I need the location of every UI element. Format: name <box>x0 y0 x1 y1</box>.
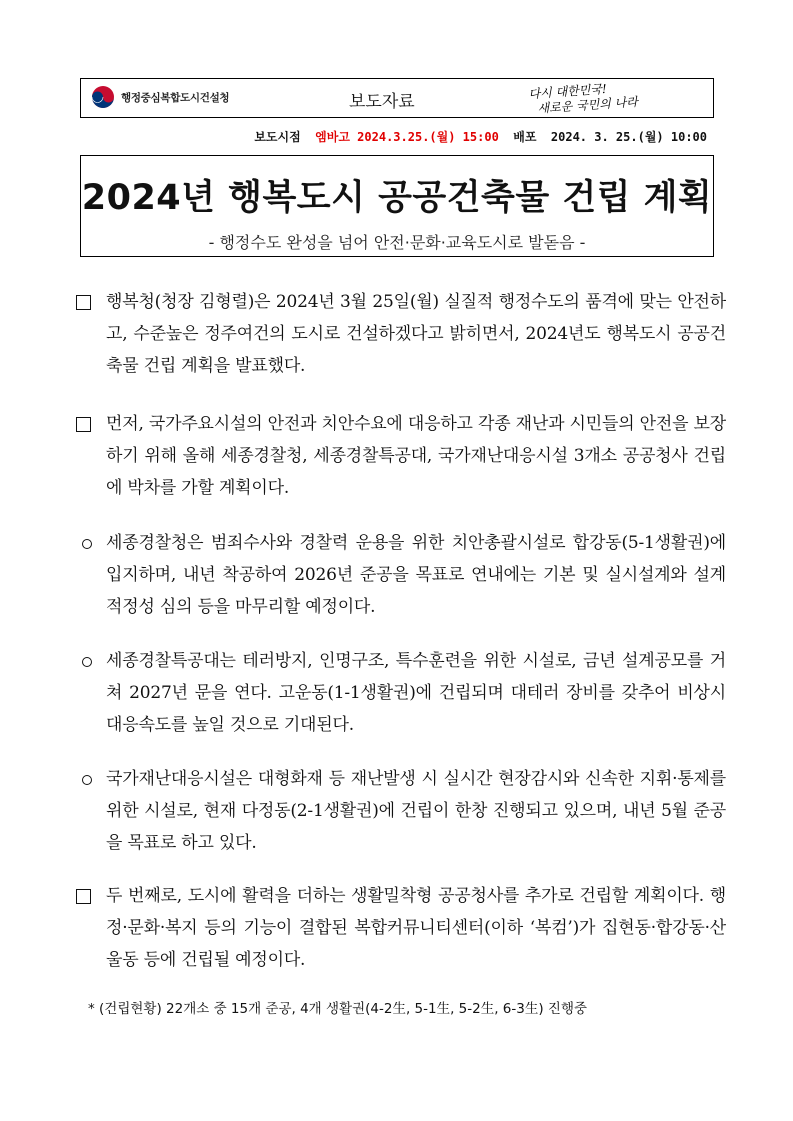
embargo-time: 엠바고 2024.3.25.(월) 15:00 <box>315 130 499 144</box>
paragraph-text: 두 번째로, 도시에 활력을 더하는 생활밀착형 공공청사를 추가로 건립할 계획이다. 행정·문화·복지 등의 기능이 결합된 복합커뮤니티센터(이하 ‘복컴’)가 집현동·합강동·산울동 등에 건립될 예정이다. <box>106 886 726 970</box>
paragraph-text: 세종경찰특공대는 테러방지, 인명구조, 특수훈련을 위한 시설로, 금년 설계공모를 거쳐 2027년 문을 연다. 고운동(1-1생활권)에 건립되며 대테러 장비를 갖추어 비상시 대응속도를 높일 것으로 기대된다. <box>106 651 726 735</box>
paragraph-3 <box>76 527 726 623</box>
page-subtitle: - 행정수도 완성을 넘어 안전·문화·교육도시로 발돋음 - <box>208 233 586 252</box>
slogan-line-2: 새로운 국민의 나라 <box>537 94 639 116</box>
distribution-label: 배포 <box>513 130 537 144</box>
paragraph-text: 먼저, 국가주요시설의 안전과 치안수요에 대응하고 각종 재난과 시민들의 안전을 보장하기 위해 올해 세종경찰청, 세종경찰특공대, 국가재난대응시설 3개소 공공청사 건립에 박차를 가할 계획이다. <box>106 414 726 498</box>
paragraph-1 <box>76 286 726 382</box>
header-box <box>80 78 714 118</box>
paragraph-5 <box>76 763 726 859</box>
footnote: * (건립현황) 22개소 중 15개 준공, 4개 생활권(4-2生, 5-1生, 5-2生, 6-3生) 진행중 <box>88 1001 588 1017</box>
paragraph-text: 세종경찰청은 범죄수사와 경찰력 운용을 위한 치안총괄시설로 합강동(5-1생활권)에 입지하며, 내년 착공하여 2026년 준공을 목표로 연내에는 기본 및 실시설계와 설계 적정성 심의 등을 마무리할 예정이다. <box>106 533 726 617</box>
circle-bullet-icon <box>82 657 92 667</box>
circle-bullet-icon <box>82 539 92 549</box>
circle-bullet-icon <box>82 775 92 785</box>
release-timing <box>254 128 707 145</box>
paragraph-4 <box>76 645 726 741</box>
paragraph-text: 행복청(청장 김형렬)은 2024년 3월 25일(월) 실질적 행정수도의 품격에 맞는 안전하고, 수준높은 정주여건의 도시로 건설하겠다고 밝히면서, 2024년도 행복도시 공공건축물 건립 계획을 발표했다. <box>106 292 726 376</box>
page-title: 2024년 행복도시 공공건축물 건립 계획 <box>81 178 713 218</box>
square-bullet-icon <box>76 417 91 432</box>
taegeuk-emblem-icon <box>91 85 115 109</box>
paragraph-6 <box>76 880 726 976</box>
square-bullet-icon <box>76 889 91 904</box>
slogan-handwriting <box>528 77 680 117</box>
org-name: 행정중심복합도시건설청 <box>121 91 230 104</box>
report-time-label: 보도시점 <box>254 130 301 144</box>
slogan-line-1: 다시 대한민국! <box>528 81 608 102</box>
doc-type-label: 보도자료 <box>349 92 415 112</box>
distribution-date: 2024. 3. 25.(월) 10:00 <box>550 130 707 144</box>
paragraph-text: 국가재난대응시설은 대형화재 등 재난발생 시 실시간 현장감시와 신속한 지휘·통제를 위한 시설로, 현재 다정동(2-1생활권)에 건립이 한창 진행되고 있으며, 내년 5월 준공을 목표로 하고 있다. <box>106 769 726 853</box>
org-logo <box>91 85 229 109</box>
paragraph-2 <box>76 408 726 504</box>
title-box <box>80 155 714 257</box>
square-bullet-icon <box>76 295 91 310</box>
